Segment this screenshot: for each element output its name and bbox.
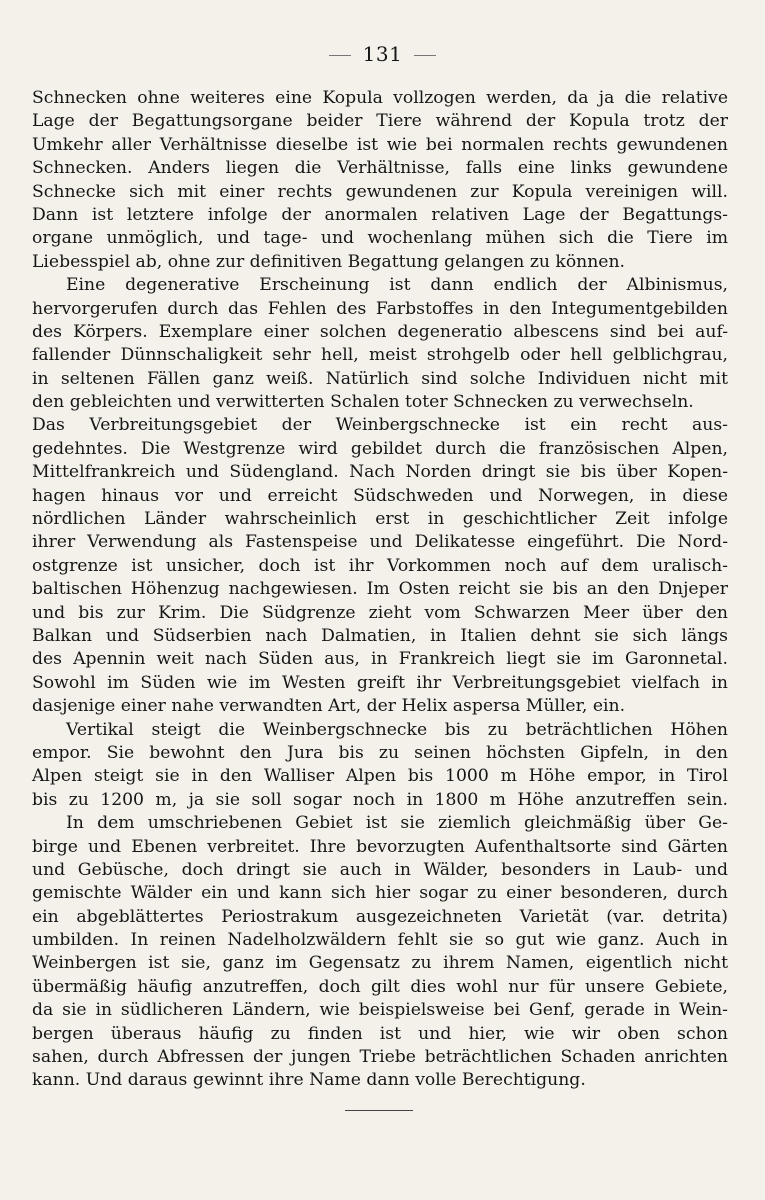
- text-line: sahen, durch Abfressen der jungen Triebe beträchtlichen Schaden anrichten: [32, 1047, 728, 1068]
- text-line: umbilden. In reinen Nadelholzwäldern fehlt sie so gut wie ganz. Auch in: [32, 930, 728, 951]
- page-number-left-dash: [329, 55, 351, 56]
- text-line: und bis zur Krim. Die Südgrenze zieht vom Schwarzen Meer über den: [32, 602, 728, 623]
- text-line: des Apennin weit nach Süden aus, in Frankreich liegt sie im Garonnetal.: [32, 649, 728, 670]
- page-number-text: 131: [362, 42, 403, 66]
- text-line: ein abgeblättertes Periostrakum ausgezeichneten Varietät (var. detrita): [32, 906, 728, 927]
- text-line: Schnecken ohne weiteres eine Kopula vollzogen werden, da ja die relative: [32, 88, 728, 108]
- text-line: Eine degenerative Erscheinung ist dann endlich der Albinismus,: [66, 275, 728, 296]
- text-line: ostgrenze ist unsicher, doch ist ihr Vorkommen noch auf dem uralisch-: [32, 555, 728, 576]
- text-line: nördlichen Länder wahrscheinlich erst in geschichtlicher Zeit infolge: [32, 509, 728, 530]
- end-divider: [345, 1110, 413, 1111]
- text-line: Balkan und Südserbien nach Dalmatien, in Italien dehnt sie sich längs: [32, 625, 728, 646]
- text-line: empor. Sie bewohnt den Jura bis zu seinen höchsten Gipfeln, in den: [32, 742, 728, 763]
- text-line: des Körpers. Exemplare einer solchen degeneratio albescens sind bei auf-: [32, 321, 728, 342]
- page-number-right-dash: [414, 55, 436, 56]
- text-line: Umkehr aller Verhältnisse dieselbe ist wie bei normalen rechts gewundenen: [32, 134, 728, 155]
- text-line: Weinbergen ist sie, ganz im Gegensatz zu ihrem Namen, eigentlich nicht: [32, 953, 728, 974]
- text-line: birge und Ebenen verbreitet. Ihre bevorzugten Aufenthaltsorte sind Gärten: [32, 836, 728, 857]
- text-line: Das Verbreitungsgebiet der Weinbergschnecke ist ein recht aus-: [32, 415, 728, 436]
- text-line: gedehntes. Die Westgrenze wird gebildet durch die französischen Alpen,: [32, 438, 728, 459]
- text-line: Dann ist letztere infolge der anormalen relativen Lage der Begattungs-: [32, 204, 728, 225]
- text-line: hervorgerufen durch das Fehlen des Farbstoffes in den Integumentgebilden: [32, 298, 728, 319]
- text-line: den gebleichten und verwitterten Schalen toter Schnecken zu verwechseln.: [32, 392, 694, 413]
- text-line: dasjenige einer nahe verwandten Art, der Helix aspersa Müller, ein.: [32, 696, 626, 717]
- text-line: und Gebüsche, doch dringt sie auch in Wälder, besonders in Laub- und: [32, 859, 728, 880]
- text-line: übermäßig häufig anzutreffen, doch gilt dies wohl nur für unsere Gebiete,: [32, 976, 728, 997]
- text-line: in seltenen Fällen ganz weiß. Natürlich sind solche Individuen nicht mit: [32, 368, 728, 389]
- text-line: organe unmöglich, und tage- und wochenlang mühen sich die Tiere im: [32, 228, 728, 249]
- text-line: Mittelfrankreich und Südengland. Nach Norden dringt sie bis über Kopen-: [32, 462, 728, 483]
- text-line: bis zu 1200 m, ja sie soll sogar noch in 1800 m Höhe anzutreffen sein.: [32, 789, 728, 810]
- text-line: Liebesspiel ab, ohne zur definitiven Begattung gelangen zu können.: [32, 251, 626, 272]
- text-line: fallender Dünnschaligkeit sehr hell, meist strohgelb oder hell gelblichgrau,: [32, 345, 728, 366]
- text-line: Schnecken. Anders liegen die Verhältnisse, falls eine links gewundene: [32, 158, 728, 179]
- text-line: Sowohl im Süden wie im Westen greift ihr Verbreitungsgebiet vielfach in: [32, 672, 728, 693]
- text-line: Alpen steigt sie in den Walliser Alpen bis 1000 m Höhe empor, in Tirol: [32, 766, 728, 787]
- text-line: da sie in südlicheren Ländern, wie beispielsweise bei Genf, gerade in Wein-: [32, 1000, 728, 1021]
- text-line: Lage der Begattungsorgane beider Tiere während der Kopula trotz der: [32, 111, 728, 132]
- body-text: [32, 87, 728, 1093]
- text-line: Schnecke sich mit einer rechts gewundenen zur Kopula vereinigen will.: [32, 181, 728, 202]
- page-number: [0, 42, 765, 66]
- text-line: baltischen Höhenzug nachgewiesen. Im Osten reicht sie bis an den Dnjeper: [32, 579, 728, 600]
- text-line: gemischte Wälder ein und kann sich hier sogar zu einer besonderen, durch: [32, 883, 728, 904]
- text-line: kann. Und daraus gewinnt ihre Name dann volle Berechtigung.: [32, 1070, 586, 1091]
- text-line: ihrer Verwendung als Fastenspeise und Delikatesse eingeführt. Die Nord-: [32, 532, 728, 553]
- text-line: In dem umschriebenen Gebiet ist sie ziemlich gleichmäßig über Ge-: [66, 813, 728, 834]
- text-line: Vertikal steigt die Weinbergschnecke bis zu beträchtlichen Höhen: [66, 719, 728, 740]
- text-line: bergen überaus häufig zu finden ist und hier, wie wir oben schon: [32, 1023, 728, 1044]
- text-line: hagen hinaus vor und erreicht Südschweden und Norwegen, in diese: [32, 485, 728, 506]
